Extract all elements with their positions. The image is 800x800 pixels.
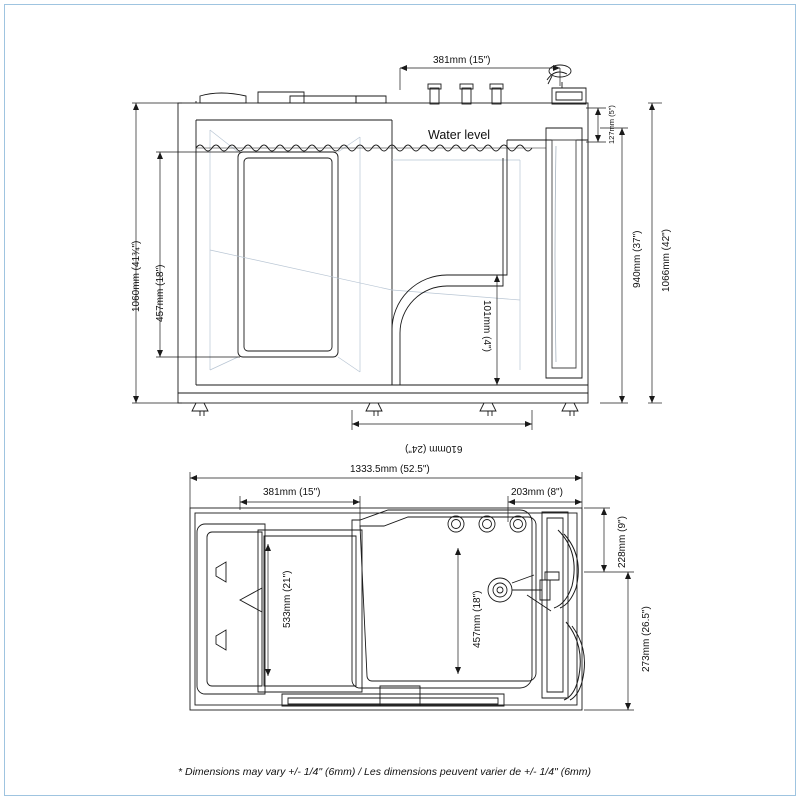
dim-top-right-section: 203mm (8") (511, 487, 563, 498)
dim-side-step-height: 101mm (4") (481, 300, 492, 352)
dim-side-top-width: 381mm (15") (433, 55, 491, 66)
dim-top-left-section: 381mm (15") (263, 487, 321, 498)
water-level-label: Water level (428, 128, 491, 142)
dim-side-door-height: 457mm (18") (155, 264, 166, 322)
footnote-text: * Dimensions may vary +/- 1/4" (6mm) / Les dimensions peuvent varier de +/- 1/4" (6mm) (178, 766, 592, 778)
dim-side-tub-height-right: 940mm (37") (632, 230, 643, 288)
dim-side-base-width: 610mm (24") (405, 443, 463, 454)
dim-side-seat-depth-right: 127mm (5") (607, 105, 616, 144)
dim-side-overall-height-left: 1060mm (41¾") (131, 240, 142, 312)
dim-top-seat-width: 457mm (18") (472, 590, 483, 648)
dim-top-overall-length: 1333.5mm (52.5") (350, 464, 430, 475)
dim-top-right-depth-upper: 228mm (9") (617, 516, 628, 568)
dim-side-overall-height-right: 1066mm (42") (661, 228, 672, 292)
dim-top-right-depth-lower: 273mm (26.5") (641, 606, 652, 672)
dim-top-inner-width: 533mm (21") (282, 570, 293, 628)
